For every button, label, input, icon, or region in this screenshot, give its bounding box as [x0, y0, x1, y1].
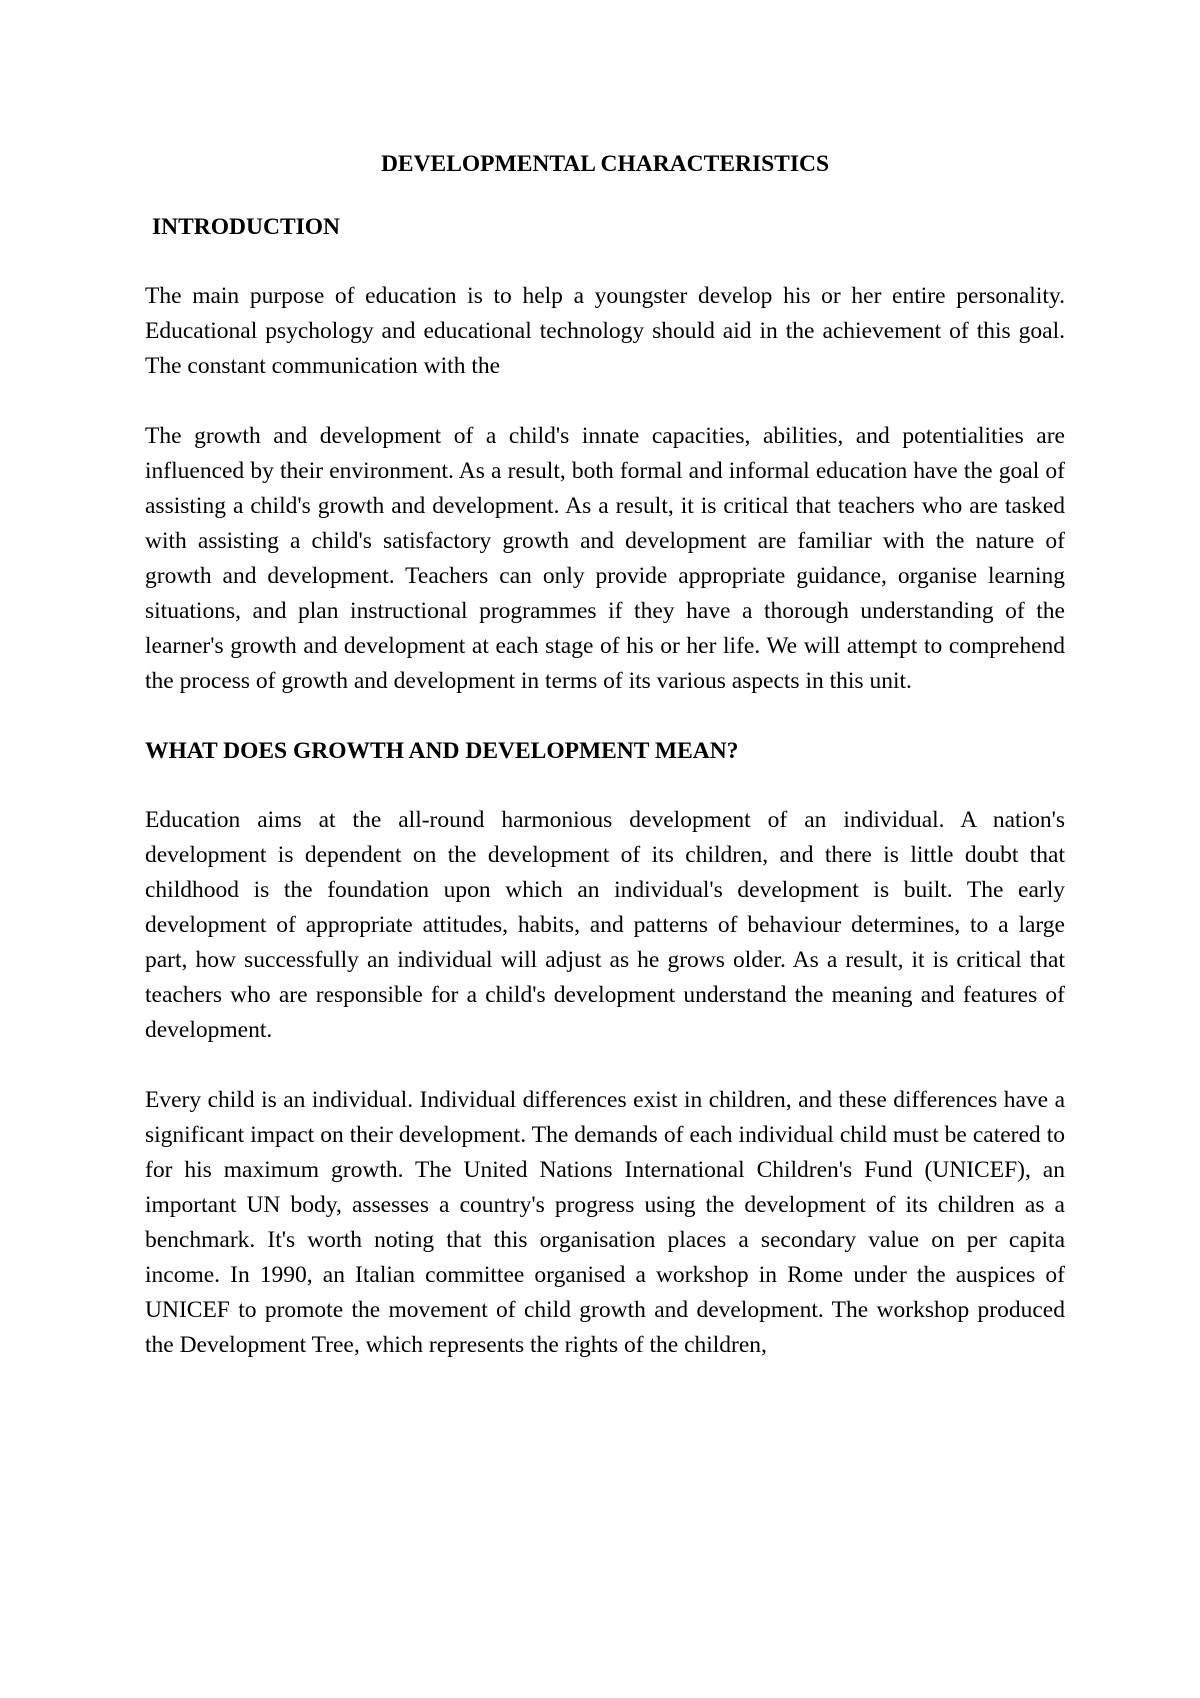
- growth-paragraph-1: Education aims at the all-round harmonious development of an individual. A nation's development is dependent on the development of its children, and there is little doubt that childhood is the foundation upon which an individual's development is built. The early development of appropriate attitudes, habits, and patterns of behaviour determines, to a large part, how successfully an individual will adjust as he grows older. As a result, it is critical that teachers who are responsible for a child's development understand the meaning and features of development.: [145, 807, 1065, 1043]
- introduction-heading: INTRODUCTION: [152, 214, 341, 240]
- introduction-paragraph-1: The main purpose of education is to help a youngster develop his or her entire personality. Educational psychology and educational technology should aid in the achievement of this goal. The constant communication with the: [145, 283, 1065, 379]
- introduction-paragraph-2: The growth and development of a child's innate capacities, abilities, and potentialities are influenced by their environment. As a result, both formal and informal education have the goal of assisting a child's growth and development. As a result, it is critical that teachers who are tasked with assisting a child's satisfactory growth and development are familiar with the nature of growth and development. Teachers can only provide appropriate guidance, organise learning situations, and plan instructional programmes if they have a thorough understanding of the learner's growth and development at each stage of his or her life. We will attempt to comprehend the process of growth and development in terms of its various aspects in this unit.: [145, 423, 1065, 694]
- document-body: [145, 147, 1065, 1363]
- growth-development-heading: WHAT DOES GROWTH AND DEVELOPMENT MEAN?: [145, 738, 739, 764]
- document-title: DEVELOPMENTAL CHARACTERISTICS: [380, 151, 830, 177]
- growth-paragraph-2: Every child is an individual. Individual differences exist in children, and these differences have a significant impact on their development. The demands of each individual child must be catered to for his maximum growth. The United Nations International Children's Fund (UNICEF), an important UN body, assesses a country's progress using the development of its children as a benchmark. It's worth noting that this organisation places a secondary value on per capita income. In 1990, an Italian committee organised a workshop in Rome under the auspices of UNICEF to promote the movement of child growth and development. The workshop produced the Development Tree, which represents the rights of the children,: [145, 1087, 1065, 1358]
